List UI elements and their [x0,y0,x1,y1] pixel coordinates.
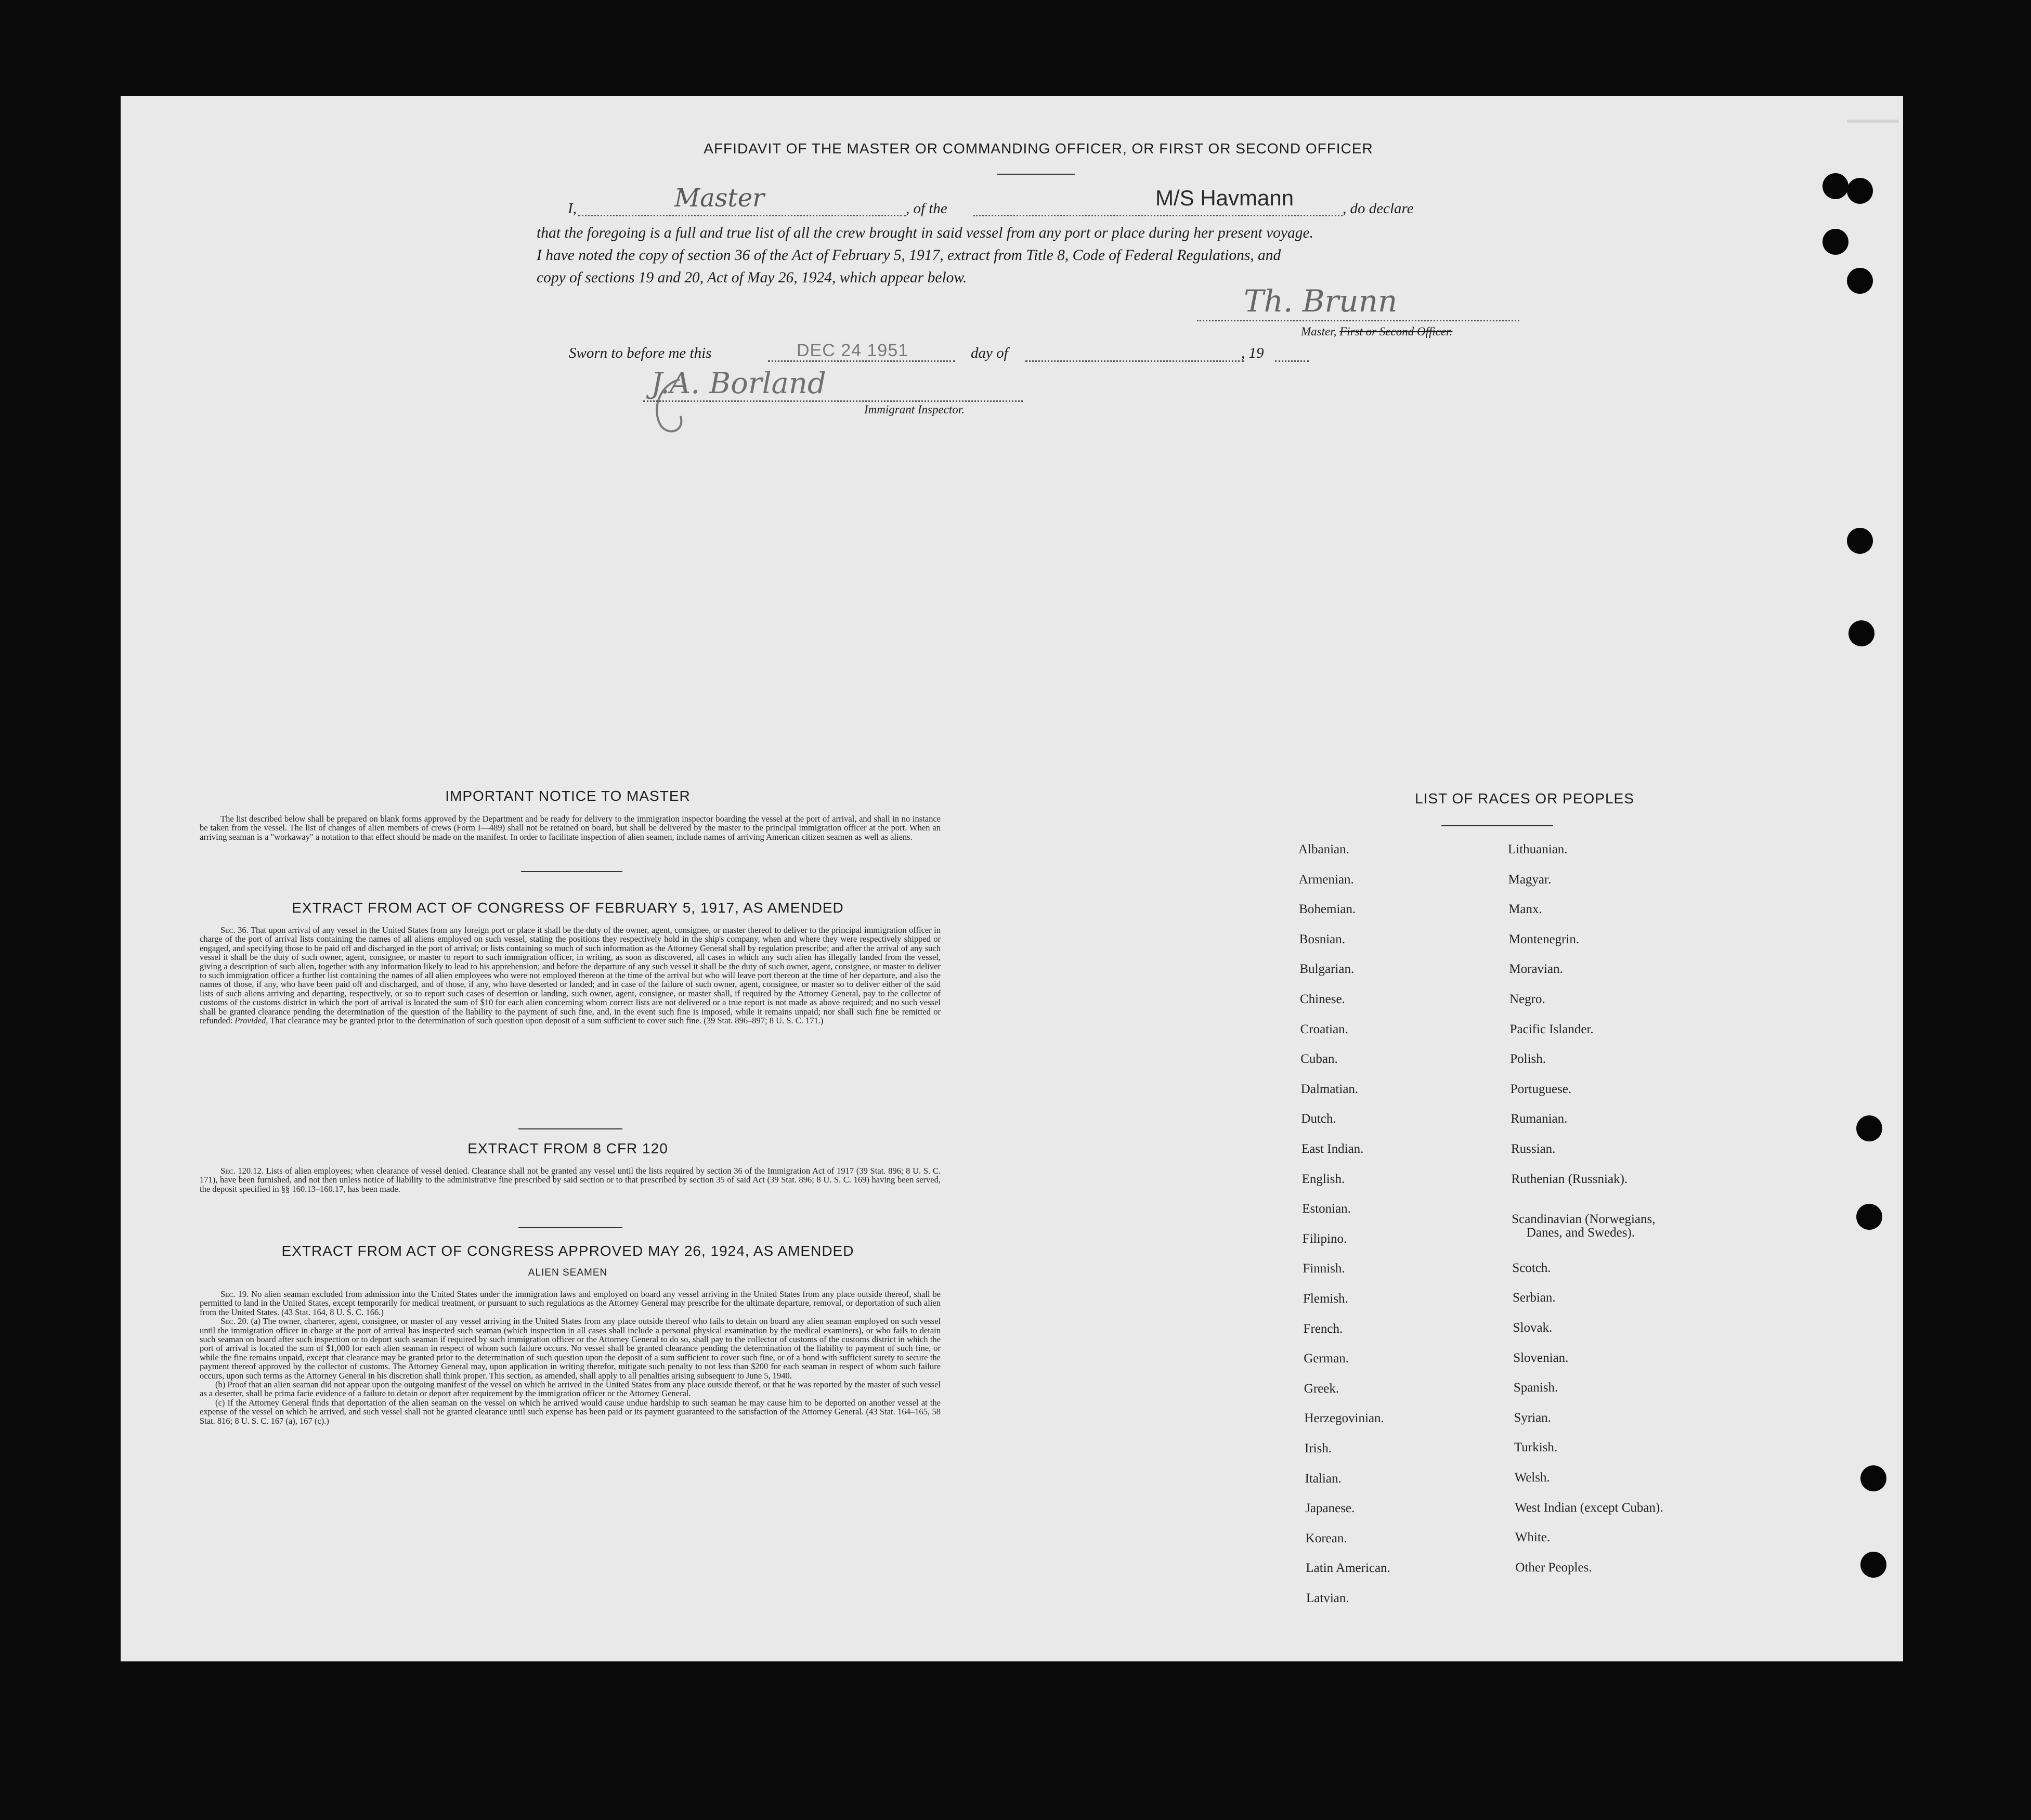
sec19-label: Sec. 19. [220,1289,249,1299]
races-title: LIST OF RACES OR PEOPLES [1415,790,1634,807]
cfr-text: Lists of alien employees; when clearance of vessel denied. Clearance shall not be granted any vessel until the lists required by section 36 of the Immigration Act of 1917 (39 Stat. 896; 8 U. S. C. 171), have been furnished, and not then unless notice of liability to the administrative fine prescribed by said section or to that prescribed by section 35 of said Act (39 Stat. 896; 8 U. S. C. 169) having been served, the deposit specified in §§ 160.13–160.17, has been made. [200,1166,941,1194]
cfr-paragraph [200,1166,941,1193]
race-item: Other Peoples. [1515,1560,1592,1575]
race-item: Greek. [1304,1381,1339,1396]
race-item: Scandinavian (Norwegians, [1512,1212,1656,1227]
binder-hole [1847,528,1873,554]
binder-hole [1822,229,1848,255]
notice-paragraph: The list described below shall be prepared on blank forms approved by the Department and be ready for delivery to the immigration inspector boarding the vessel at the port of arrival, and shall in no instance be taken from the vessel. The list of changes of alien members of crews (Form I—489) shall not be retained on board, but shall be delivered by the master to the principal immigration officer at the port. When an arriving seaman is a "workaway" a notation to that effect should be made on the manifest. In order to facilitate inspection of alien seamen, include names of arriving American citizen seamen as well as aliens. [200,814,941,842]
race-item: Negro. [1509,992,1545,1006]
do-declare-label: , do declare [1343,200,1414,217]
race-item: Bosnian. [1299,932,1345,946]
binder-hole [1847,178,1873,204]
race-item: Estonian. [1302,1202,1351,1216]
race-item: Flemish. [1303,1292,1348,1306]
notice-title: IMPORTANT NOTICE TO MASTER [445,788,691,804]
race-item: Syrian. [1514,1410,1551,1425]
race-item: West Indian (except Cuban). [1515,1500,1663,1515]
title-divider [997,174,1075,175]
race-item: Irish. [1305,1441,1332,1455]
i-label: I, [568,200,577,217]
cfr-body [200,1166,941,1193]
vessel-field-line [973,215,1343,216]
binder-hole [1848,620,1874,646]
race-item: Korean. [1305,1531,1347,1545]
binder-hole [1860,1552,1886,1578]
act-1924-body [200,1290,941,1425]
race-item: French. [1303,1321,1343,1336]
race-item: Welsh. [1514,1471,1550,1485]
race-item: Moravian. [1509,962,1563,977]
statement-line-1: that the foregoing is a full and true list of all the crew brought in said vessel from any port or place during her present voyage. [537,225,1313,241]
race-item: Albanian. [1298,842,1349,856]
master-name-handwriting: Master [674,184,765,213]
race-item: Turkish. [1514,1440,1558,1455]
race-item: Montenegrin. [1508,932,1580,946]
race-item: Pacific Islander. [1509,1022,1594,1036]
race-item: Filipino. [1302,1231,1347,1246]
form-page [121,96,1903,1661]
of-the-label: , of the [906,200,947,217]
master-signature: Th. Brunn [1244,283,1398,319]
race-item: Cuban. [1300,1052,1338,1067]
race-item: Lithuanian. [1508,842,1568,856]
master-caption [1301,325,1452,339]
race-item: Bohemian. [1299,902,1356,917]
race-item: German. [1304,1351,1349,1366]
race-item: Bulgarian. [1299,962,1355,977]
cfr-divider [518,1227,622,1228]
month-field-line [1025,360,1244,362]
race-item: Ruthenian (Russniak). [1511,1172,1628,1186]
year-label: , 19 [1241,345,1264,361]
statement-line-2: I have noted the copy of section 36 of the Act of February 5, 1917, extract from Title 8, Code of Federal Regulations, and [537,247,1281,264]
binder-hole [1856,1115,1882,1141]
race-item: Serbian. [1513,1291,1556,1305]
statement-line-3: copy of sections 19 and 20, Act of May 26, 1924, which appear below. [537,269,967,286]
race-item: White. [1515,1530,1551,1545]
master-signature-line [1197,320,1519,321]
cfr-sec-label: Sec. 120.12. [220,1166,264,1176]
race-item: Manx. [1508,902,1542,917]
race-item: Scotch. [1512,1260,1551,1275]
inspector-signature-line [643,400,1023,402]
races-divider [1441,825,1553,826]
race-item: Dalmatian. [1300,1082,1359,1096]
act-1924-title: EXTRACT FROM ACT OF CONGRESS APPROVED MAY 26, 1924, AS AMENDED [281,1243,854,1259]
race-item: Russian. [1511,1142,1556,1156]
race-item: Armenian. [1298,872,1354,887]
vessel-name: M/S Havmann [1155,186,1294,210]
race-item: Italian. [1305,1471,1342,1486]
proviso-word: Provided, [235,1016,268,1026]
sec20a-text: (a) The owner, charterer, agent, consignee, or master of any vessel arriving in the United States from any place outside thereof who fails to detain on board any alien seaman employed on such vessel until the immigration officer in charge at the port of arrival has inspected such seaman (which inspection in all cases shall include a personal physical examination by the medical examiners), or who fails to detain such seaman on board after such inspection or to deport such seaman if required by such immigration officer or the Attorney General to do so, shall pay to the collector of customs of the customs district in which the port of arrival is located the sum of $1,000 for each alien seaman in respect of whom such failure occurs. No vessel shall be granted clearance pending the determination of the liability to payment of such fine, or while the fine remains unpaid, except that clearance may be granted prior to the determination of such question upon the deposit of a sum sufficient to cover such fine, or of a bond with sufficient surety to secure the payment thereof approved by the collector of customs. The Attorney General may, upon application in writing therefor, mitigate such penalty to not less than $200 for each seaman in respect of whom such failure occurs, upon such terms as the Attorney General in his discretion shall think proper. This section, as amended, shall apply to all penalties arising subsequent to June 5, 1940. [200,1316,941,1381]
master-caption-officer: First or Second Officer. [1339,325,1453,338]
race-item: Rumanian. [1511,1112,1568,1126]
race-item: Herzegovinian. [1304,1411,1384,1426]
binder-hole [1860,1465,1886,1491]
race-item: Magyar. [1508,872,1552,887]
race-item: Portuguese. [1510,1082,1572,1096]
binder-hole [1822,173,1848,199]
race-item: English. [1301,1172,1345,1186]
sec36-paragraph [200,926,941,1025]
race-item: Danes, and Swedes). [1526,1226,1635,1240]
race-item: Polish. [1510,1052,1546,1067]
binder-hole [1856,1204,1882,1230]
race-item: Japanese. [1305,1501,1355,1516]
year-field-line [1275,360,1309,362]
race-item: Croatian. [1300,1022,1348,1036]
master-caption-master: Master, [1301,325,1340,338]
sec20a-paragraph [200,1317,941,1380]
race-item: Slovak. [1513,1321,1553,1335]
cfr-title: EXTRACT FROM 8 CFR 120 [467,1140,668,1156]
alien-seamen-subtitle: ALIEN SEAMEN [528,1267,608,1278]
sworn-label: Sworn to before me this [569,345,712,361]
sec20b-paragraph: (b) Proof that an alien seaman did not appear upon the outgoing manifest of the vessel on which he arrived in the United States from any place outside thereof, or that he was reported by the master of such vessel as a deserter, shall be prima facie evidence of a failure to detain or deport after requirement by the immigration officer or the Attorney General. [200,1380,941,1399]
sec19-text: No alien seaman excluded from admission into the United States under the immigration laws and employed on board any vessel arriving in the United States from any place outside thereof, shall be permitted to land in the United States, except temporarily for medical treatment, or pursuant to such regulations as the Attorney General may prescribe for the ultimate departure, removal, or deportation of such alien from the United States. (43 Stat. 164, 8 U. S. C. 166.) [200,1289,941,1317]
race-item: Latin American. [1306,1561,1390,1576]
sec20c-paragraph: (c) If the Attorney General finds that deportation of the alien seaman on the vessel on which he arrived would cause undue hardship to such seaman he may cause him to be deported on another vessel at the expense of the vessel on which he arrived, and such vessel shall not be granted clearance until such expense has been paid or its payment guaranteed to the satisfaction of the Attorney General. (43 Stat. 164–165, 58 Stat. 816; 8 U. S. C. 167 (a), 167 (c).) [200,1397,941,1426]
day-of-label: day of [971,345,1008,361]
race-item: Chinese. [1300,992,1345,1006]
date-stamp: DEC 24 1951 [797,341,909,360]
race-item: East Indian. [1301,1142,1364,1156]
binder-hole [1847,268,1873,294]
proviso-text: That clearance may be granted prior to the determination of such question upon deposit of a sum sufficient to cover such fine. (39 Stat. 896–897; 8 U. S. C. 171.) [270,1016,824,1026]
race-item: Spanish. [1513,1381,1558,1395]
extract-1917-title: EXTRACT FROM ACT OF CONGRESS OF FEBRUARY 5, 1917, AS AMENDED [292,900,844,916]
sec36-label: Sec. 36. [220,925,249,935]
extract-1917-body [200,926,941,1025]
name-field-line [578,215,906,216]
race-item: Finnish. [1303,1262,1345,1276]
sec36-text: That upon arrival of any vessel in the United States from any foreign port or place it shall be the duty of the owner, agent, consignee, or master thereof to deliver to the principal immigration officer in charge of the port of arrival lists containing the names of all aliens employed on such vessel, stating the positions they respectively hold in the ship's company, when and where they were respectively shipped or engaged, and specifying those to be paid off and discharged in the port of arrival; or lists containing so much of such information as the Attorney General shall by regulation prescribe; and after the arrival of any such vessel it shall be the duty of such owner, agent, consignee, or master to report to such immigration officer, in writing, as soon as discovered, all cases in which any such alien has illegally landed from the vessel, giving a description of such alien, together with any information likely to lead to his apprehension; and before the departure of any such vessel it shall be the duty of such owner, agent, consignee, or master to deliver to such immigration officer a further list containing the names of all alien employees who were not employed thereon at the time of the arrival but who will leave port thereon at the time of her departure, and also the names of those, if any, who have been paid off and discharged, and of those, if any, who have deserted or landed; and in case of the failure of such owner, agent, consignee, or master so to deliver either of the said lists of such aliens arriving and departing, respectively, or so to report such cases of desertion or landing, such owner, agent, consignee, or master shall, if required by the Attorney General, pay to the collector of customs of the customs district in which the port of arrival is located the sum of $10 for each alien concerning whom correct lists are not delivered or a true report is not made as above required; and no such vessel shall be granted clearance pending the determination of the question of the liability to the payment of such fine, and, in the event such fine is imposed, while it remains unpaid; nor shall such fine be remitted or refunded: [200,925,941,1026]
inspector-caption: Immigrant Inspector. [864,403,965,416]
sec20-label: Sec. 20. [220,1316,249,1327]
race-item: Dutch. [1301,1112,1336,1126]
inspector-signature-flourish [648,374,706,437]
race-item: Slovenian. [1513,1350,1569,1365]
sec19-paragraph [200,1290,941,1317]
inspector-signature: J.A. Borland [651,367,826,400]
extract-1917-divider [518,1128,622,1129]
affidavit-title: AFFIDAVIT OF THE MASTER OR COMMANDING OFFICER, OR FIRST OR SECOND OFFICER [704,140,1373,157]
notice-body [200,814,941,841]
notice-divider [521,871,622,872]
paper-edge-mark [1847,120,1899,123]
race-item: Latvian. [1306,1591,1349,1605]
